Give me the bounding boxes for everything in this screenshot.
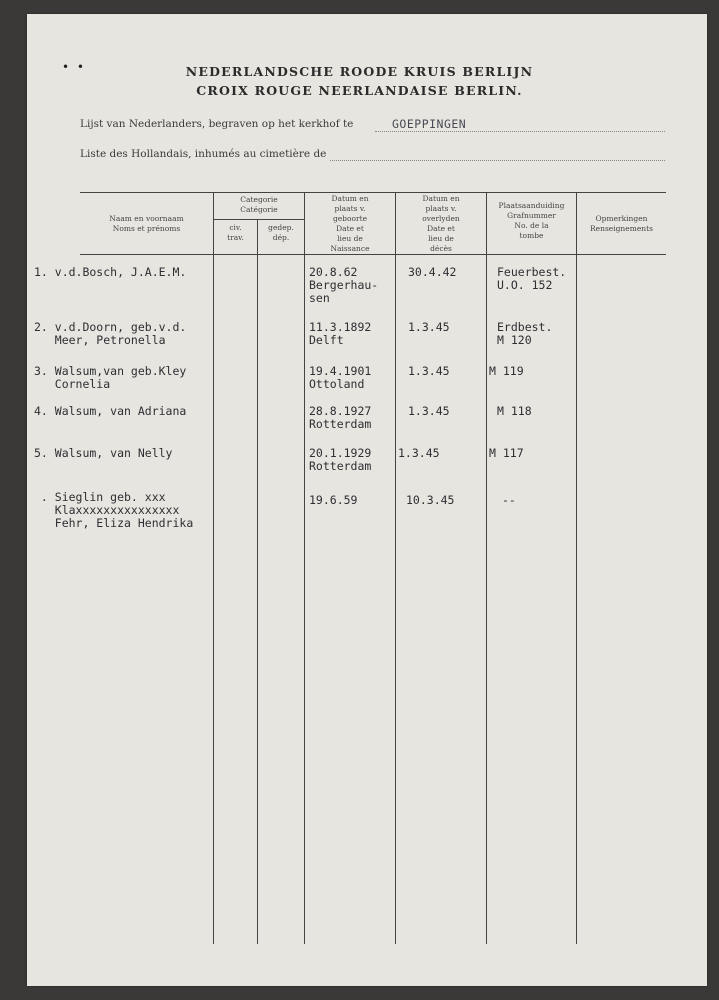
row-4-grave: M 118 [497,404,532,418]
header-remarks [577,214,666,234]
row-4-death: 1.3.45 [408,404,450,418]
header-grave-3: No. de la [514,221,549,230]
row-5-birth: 20.1.1929 Rotterdam [309,446,372,473]
header-birth-4: Date et [336,224,364,233]
row-1-grave: Feuerbest. U.O. 152 [497,265,567,292]
col-divider-name [213,192,214,944]
cemetery-dotted-line [375,131,665,132]
header-birth-5: lieu de [337,234,363,243]
row-6-birth: 19.6.59 [309,493,358,507]
header-gedep [258,223,304,243]
header-birth-6: Naissance [330,244,370,253]
row-4-birth: 28.8.1927 Rotterdam [309,404,372,431]
header-name [80,214,213,234]
header-gedep-2: dép. [272,233,290,242]
header-remarks-fr: Renseignements [590,224,653,233]
title-dutch: NEDERLANDSCHE ROODE KRUIS BERLIJN [185,64,534,79]
header-civ-2: trav. [227,233,244,242]
header-grave-4: tombe [519,231,544,240]
table-header-rule [80,254,666,255]
col-divider-remarks [576,192,577,944]
row-6-death: 10.3.45 [406,493,455,507]
header-death [396,194,486,254]
row-4-name: 4. Walsum, van Adriana [34,404,187,418]
header-death-4: Date et [427,224,455,233]
header-category-nl: Categorie [240,195,278,204]
list-label-dutch: Lijst van Nederlanders, begraven op het kerkhof te [80,118,354,130]
header-name-fr: Noms et prénoms [112,224,181,233]
header-remarks-nl: Opmerkingen [595,214,648,223]
row-2-birth: 11.3.1892 Delft [309,320,372,347]
row-3-death: 1.3.45 [408,364,450,378]
header-category-fr: Catégorie [240,205,278,214]
row-6-name: . Sieglin geb. xxx Klaxxxxxxxxxxxxxxx Fehr, Eliza Hendrika [40,490,194,530]
header-civ-1: civ. [229,223,242,232]
header-death-1: Datum en [422,194,460,203]
table-top-rule [80,192,666,193]
row-3-birth: 19.4.1901 Ottoland [309,364,372,391]
list-label-french: Liste des Hollandais, inhumés au cimetière de [80,148,327,160]
header-birth-1: Datum en [331,194,369,203]
header-death-2: plaats v. [425,204,457,213]
row-1-name: 1. v.d.Bosch, J.A.E.M. [34,265,187,279]
header-grave-2: Grafnummer [507,211,556,220]
row-1-birth: 20.8.62 Bergerhau- sen [309,265,379,305]
title-french: CROIX ROUGE NEERLANDAISE BERLIN. [196,83,523,98]
col-divider-birth [304,192,305,944]
row-5-grave: M 117 [489,446,524,460]
header-birth-3: geboorte [332,214,368,223]
row-2-name: 2. v.d.Doorn, geb.v.d. Meer, Petronella [34,320,187,347]
header-grave [487,201,576,241]
row-5-death: 1.3.45 [398,446,440,460]
row-1-death: 30.4.42 [408,265,457,279]
row-3-grave: M 119 [489,364,524,378]
header-grave-1: Plaatsaanduiding [498,201,565,210]
header-birth [305,194,395,254]
row-3-name: 3. Walsum,van geb.Kley Cornelia [34,364,187,391]
margin-marks: • • [62,60,86,74]
col-divider-grave [486,192,487,944]
category-sub-rule [214,219,304,220]
cemetery-name: GOEPPINGEN [392,117,467,131]
row-5-name: 5. Walsum, van Nelly [34,446,173,460]
header-death-3: overlyden [422,214,460,223]
col-divider-category [257,219,258,944]
header-civ [214,223,257,243]
row-2-death: 1.3.45 [408,320,450,334]
row-6-grave: -- [502,493,516,507]
header-name-nl: Naam en voornaam [109,214,184,223]
header-death-5: lieu de [428,234,454,243]
header-category [214,195,304,215]
header-gedep-1: gedep. [268,223,294,232]
col-divider-death [395,192,396,944]
row-2-grave: Erdbest. M 120 [497,320,553,347]
french-dotted-line [330,160,665,161]
header-birth-2: plaats v. [334,204,366,213]
header-death-6: décès [430,244,452,253]
